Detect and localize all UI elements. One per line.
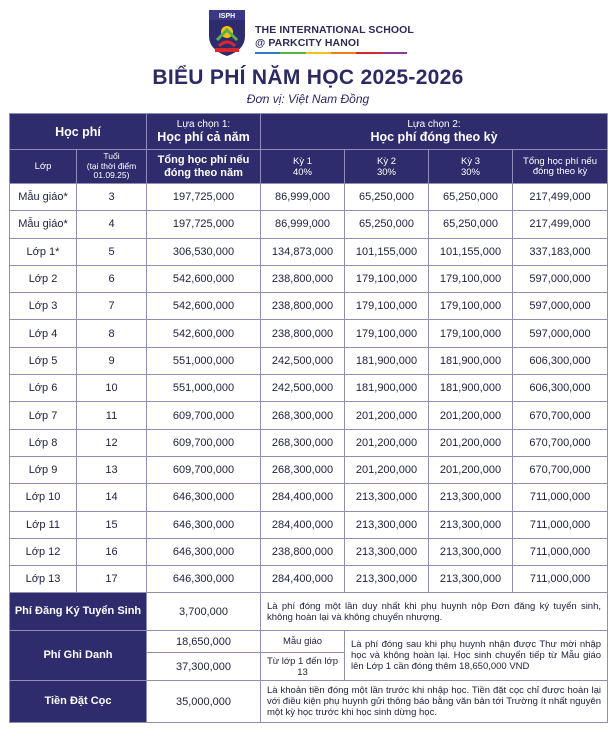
cell-k1: 284,400,000 — [261, 511, 345, 538]
cell-lop: Lớp 6 — [10, 375, 77, 402]
school-name — [255, 24, 414, 54]
cell-lop: Lớp 5 — [10, 347, 77, 374]
cell-k3: 101,155,000 — [429, 238, 513, 265]
cell-tong: 597,000,000 — [513, 320, 608, 347]
header — [0, 0, 616, 60]
cell-lop: Lớp 1* — [10, 238, 77, 265]
cell-k3: 181,900,000 — [429, 347, 513, 374]
cell-k3: 181,900,000 — [429, 375, 513, 402]
cell-tuoi: 6 — [77, 265, 147, 292]
header-row-1 — [10, 114, 608, 150]
table-row — [10, 211, 608, 238]
deposit-row — [10, 681, 608, 723]
cell-k2: 179,100,000 — [345, 293, 429, 320]
school-line2: @ PARKCITY HANOI — [255, 37, 360, 49]
table-row — [10, 238, 608, 265]
school-logo — [207, 8, 247, 58]
cell-k1: 268,300,000 — [261, 429, 345, 456]
enrol-label: Phí Ghi Danh — [10, 631, 147, 681]
cell-lop: Lớp 3 — [10, 293, 77, 320]
page-title: BIỂU PHÍ NĂM HỌC 2025-2026 — [152, 66, 464, 89]
cell-nam: 646,300,000 — [147, 484, 261, 511]
fee-table — [9, 113, 608, 723]
cell-lop: Lớp 7 — [10, 402, 77, 429]
cell-k1: 268,300,000 — [261, 456, 345, 483]
cell-lop: Lớp 10 — [10, 484, 77, 511]
cell-k2: 213,300,000 — [345, 511, 429, 538]
cell-k2: 213,300,000 — [345, 538, 429, 565]
cell-nam: 306,530,000 — [147, 238, 261, 265]
header-option1: Lựa chọn 1: Học phí cả năm — [147, 114, 261, 150]
deposit-desc: Là khoản tiền đóng một lần trước khi nhập học. Tiền đặt cọc chỉ được hoàn lại với điều kiện phụ huynh gửi thông báo bằng văn bản tới Trường ít nhất nguyên một kỳ học trước khi học sinh dừng học. — [261, 681, 608, 723]
cell-nam: 646,300,000 — [147, 566, 261, 593]
cell-nam: 551,000,000 — [147, 347, 261, 374]
cell-nam: 551,000,000 — [147, 375, 261, 402]
cell-k3: 179,100,000 — [429, 293, 513, 320]
cell-nam: 197,725,000 — [147, 184, 261, 211]
rainbow-bar — [255, 52, 407, 54]
cell-lop: Lớp 8 — [10, 429, 77, 456]
registration-label: Phí Đăng Ký Tuyển Sinh — [10, 593, 147, 631]
cell-k3: 201,200,000 — [429, 402, 513, 429]
cell-k3: 213,300,000 — [429, 538, 513, 565]
registration-amount: 3,700,000 — [147, 593, 261, 631]
table-row — [10, 293, 608, 320]
col-total-year: Tổng học phí nếu đóng theo năm — [147, 150, 261, 184]
table-row — [10, 402, 608, 429]
enrol-amount-1: 18,650,000 — [147, 631, 261, 653]
cell-k1: 242,500,000 — [261, 347, 345, 374]
cell-tuoi: 7 — [77, 293, 147, 320]
cell-k3: 179,100,000 — [429, 320, 513, 347]
cell-tong: 217,499,000 — [513, 184, 608, 211]
cell-tong: 606,300,000 — [513, 375, 608, 402]
enrol-row-1 — [10, 631, 608, 653]
cell-k1: 86,999,000 — [261, 211, 345, 238]
table-row — [10, 456, 608, 483]
page-subtitle: Đơn vị: Việt Nam Đồng — [246, 92, 370, 106]
cell-tuoi: 4 — [77, 211, 147, 238]
col-ky3: Kỳ 3 30% — [429, 150, 513, 184]
cell-k2: 213,300,000 — [345, 566, 429, 593]
cell-tuoi: 3 — [77, 184, 147, 211]
cell-tuoi: 17 — [77, 566, 147, 593]
cell-tong: 711,000,000 — [513, 566, 608, 593]
cell-k3: 65,250,000 — [429, 211, 513, 238]
cell-nam: 609,700,000 — [147, 456, 261, 483]
registration-desc: Là phí đóng một lần duy nhất khi phụ huynh nộp Đơn đăng ký tuyển sinh, không hoàn lại và không chuyển nhượng. — [261, 593, 608, 631]
cell-nam: 542,600,000 — [147, 265, 261, 292]
cell-k3: 213,300,000 — [429, 511, 513, 538]
cell-nam: 197,725,000 — [147, 211, 261, 238]
col-ky2: Kỳ 2 30% — [345, 150, 429, 184]
cell-tong: 217,499,000 — [513, 211, 608, 238]
cell-lop: Mẫu giáo* — [10, 184, 77, 211]
cell-k1: 238,800,000 — [261, 265, 345, 292]
cell-tong: 597,000,000 — [513, 265, 608, 292]
header-row-2 — [10, 150, 608, 184]
cell-tuoi: 16 — [77, 538, 147, 565]
cell-tong: 711,000,000 — [513, 538, 608, 565]
header-hoc-phi: Học phí — [10, 114, 147, 150]
cell-nam: 609,700,000 — [147, 429, 261, 456]
cell-tong: 670,700,000 — [513, 456, 608, 483]
cell-k3: 213,300,000 — [429, 566, 513, 593]
enrol-level-1: Mẫu giáo — [261, 631, 345, 653]
cell-nam: 542,600,000 — [147, 293, 261, 320]
cell-nam: 542,600,000 — [147, 320, 261, 347]
cell-nam: 646,300,000 — [147, 538, 261, 565]
cell-nam: 609,700,000 — [147, 402, 261, 429]
cell-k1: 238,800,000 — [261, 320, 345, 347]
table-row — [10, 375, 608, 402]
header-option2: Lựa chọn 2: Học phí đóng theo kỳ — [261, 114, 608, 150]
cell-k3: 201,200,000 — [429, 456, 513, 483]
cell-k2: 179,100,000 — [345, 320, 429, 347]
table-row — [10, 184, 608, 211]
registration-row — [10, 593, 608, 631]
deposit-amount: 35,000,000 — [147, 681, 261, 723]
cell-k2: 101,155,000 — [345, 238, 429, 265]
cell-tuoi: 13 — [77, 456, 147, 483]
table-row — [10, 484, 608, 511]
cell-k3: 179,100,000 — [429, 265, 513, 292]
cell-k2: 65,250,000 — [345, 184, 429, 211]
cell-tuoi: 11 — [77, 402, 147, 429]
cell-tong: 711,000,000 — [513, 484, 608, 511]
cell-lop: Lớp 4 — [10, 320, 77, 347]
cell-tuoi: 14 — [77, 484, 147, 511]
cell-tuoi: 8 — [77, 320, 147, 347]
cell-k1: 86,999,000 — [261, 184, 345, 211]
cell-k2: 65,250,000 — [345, 211, 429, 238]
col-tuoi: Tuổi (tại thời điểm 01.09.25) — [77, 150, 147, 184]
enrol-amount-2: 37,300,000 — [147, 653, 261, 681]
table-row — [10, 429, 608, 456]
cell-k1: 242,500,000 — [261, 375, 345, 402]
cell-lop: Lớp 9 — [10, 456, 77, 483]
cell-lop: Lớp 2 — [10, 265, 77, 292]
cell-lop: Lớp 13 — [10, 566, 77, 593]
table-row — [10, 265, 608, 292]
table-row — [10, 347, 608, 374]
col-ky1: Kỳ 1 40% — [261, 150, 345, 184]
table-row — [10, 566, 608, 593]
cell-lop: Mẫu giáo* — [10, 211, 77, 238]
cell-k3: 65,250,000 — [429, 184, 513, 211]
cell-k1: 134,873,000 — [261, 238, 345, 265]
cell-tong: 606,300,000 — [513, 347, 608, 374]
cell-tuoi: 12 — [77, 429, 147, 456]
school-line1: THE INTERNATIONAL SCHOOL — [255, 24, 414, 36]
logo-text: ISPH — [218, 13, 236, 20]
table-row — [10, 320, 608, 347]
deposit-label: Tiền Đặt Cọc — [10, 681, 147, 723]
cell-k1: 238,800,000 — [261, 293, 345, 320]
cell-lop: Lớp 11 — [10, 511, 77, 538]
cell-k3: 201,200,000 — [429, 429, 513, 456]
cell-k1: 284,400,000 — [261, 566, 345, 593]
table-row — [10, 511, 608, 538]
col-lop: Lớp — [10, 150, 77, 184]
cell-tuoi: 15 — [77, 511, 147, 538]
cell-k2: 181,900,000 — [345, 375, 429, 402]
cell-k2: 201,200,000 — [345, 456, 429, 483]
cell-k2: 201,200,000 — [345, 402, 429, 429]
table-row — [10, 538, 608, 565]
cell-tuoi: 10 — [77, 375, 147, 402]
cell-tong: 670,700,000 — [513, 429, 608, 456]
cell-tong: 670,700,000 — [513, 402, 608, 429]
cell-tuoi: 9 — [77, 347, 147, 374]
cell-k1: 268,300,000 — [261, 402, 345, 429]
cell-tong: 337,183,000 — [513, 238, 608, 265]
cell-k3: 213,300,000 — [429, 484, 513, 511]
cell-k2: 181,900,000 — [345, 347, 429, 374]
cell-nam: 646,300,000 — [147, 511, 261, 538]
enrol-desc: Là phí đóng sau khi phụ huynh nhận được Thư mời nhập học và không hoàn lại. Học sinh chuyển tiếp từ Mẫu giáo lên Lớp 1 cần đóng thêm 18,650,000 VND — [345, 631, 608, 681]
cell-tong: 711,000,000 — [513, 511, 608, 538]
cell-tuoi: 5 — [77, 238, 147, 265]
cell-k1: 284,400,000 — [261, 484, 345, 511]
cell-tong: 597,000,000 — [513, 293, 608, 320]
col-total-term: Tổng học phí nếu đóng theo kỳ — [513, 150, 608, 184]
enrol-level-2: Từ lớp 1 đến lớp 13 — [261, 653, 345, 681]
cell-k2: 213,300,000 — [345, 484, 429, 511]
cell-k2: 179,100,000 — [345, 265, 429, 292]
cell-k1: 238,800,000 — [261, 538, 345, 565]
cell-lop: Lớp 12 — [10, 538, 77, 565]
cell-k2: 201,200,000 — [345, 429, 429, 456]
